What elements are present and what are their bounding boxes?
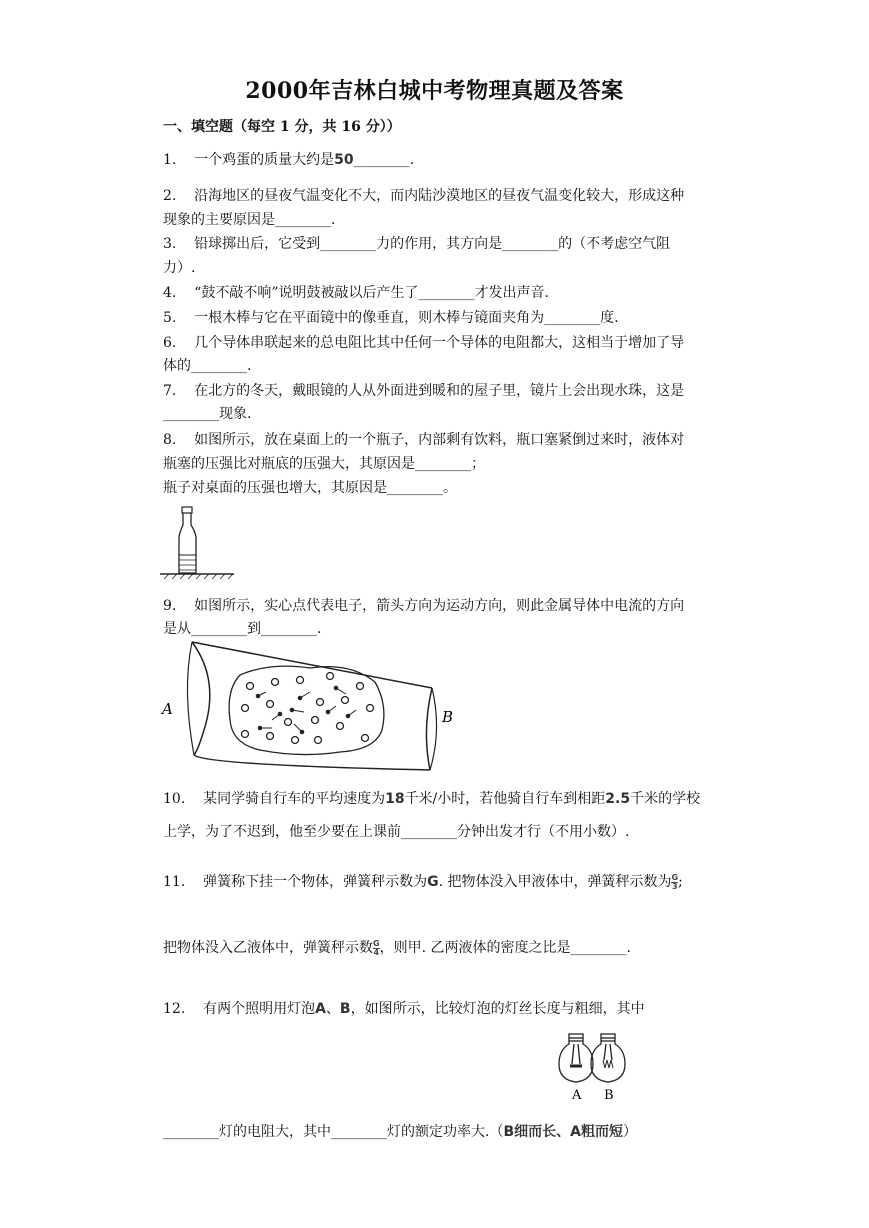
question-5: 5. 一根木棒与它在平面镜中的像垂直，则木棒与镜面夹角为________度. [163, 310, 619, 326]
bulbs-figure [555, 1030, 635, 1105]
question-2: 2. 沿海地区的昼夜气温变化不大，而内陆沙漠地区的昼夜气温变化较大，形成这种 [163, 188, 685, 204]
fraction-g-over-3: $\frac{G}{3}$ [671, 872, 679, 891]
question-8: 8. 如图所示，放在桌面上的一个瓶子，内部剩有饮料，瓶口塞紧倒过来时，液体对 [163, 432, 685, 448]
question-10: 10. 某同学骑自行车的平均速度为18千米/小时，若他骑自行车到相距2.5千米的学校 [163, 791, 701, 807]
bulb-label-b: B [604, 1088, 614, 1103]
bulb-label-a: A [572, 1088, 582, 1103]
section-heading: 一、填空题（每空 1 分，共 16 分）） [163, 119, 401, 135]
question-9: 9. 如图所示，实心点代表电子，箭头方向为运动方向，则此金属导体中电流的方向 [163, 598, 685, 614]
question-6-line-2: 体的________. [163, 358, 252, 374]
fraction-g-over-4: $\frac{G}{4}$ [373, 938, 380, 957]
question-3-line-2: 力）. [163, 260, 196, 276]
label-b: B [442, 708, 454, 726]
label-a: A [162, 700, 173, 718]
question-2-line-2: 现象的主要原因是________. [163, 212, 336, 228]
question-6: 6. 几个导体串联起来的总电阻比其中任何一个导体的电阻都大，这相当于增加了导 [163, 335, 685, 351]
question-10-line-2: 上学，为了不迟到，他至少要在上课前________分钟出发才行（不用小数）. [163, 824, 630, 840]
conductor-figure [160, 640, 460, 775]
question-7: 7. 在北方的冬天，戴眼镜的人从外面进到暖和的屋子里，镜片上会出现水珠，这是 [163, 383, 685, 399]
question-11-line-2: 把物体没入乙液体中，弹簧秤示数 $\frac{G}{4}$ ，则甲. 乙两液体的密度之比是________. [163, 938, 631, 957]
question-8-line-2: 瓶塞的压强比对瓶底的压强大，其原因是________； [163, 456, 485, 472]
question-12: 12. 有两个照明用灯泡A、B，如图所示，比较灯泡的灯丝长度与粗细，其中 [163, 1001, 645, 1017]
question-1: 1. 一个鸡蛋的质量大约是50________. [163, 152, 415, 168]
question-3: 3. 铅球掷出后，它受到________力的作用，其方向是________的（不考虑空气阻 [163, 236, 671, 252]
question-7-line-2: ________现象. [163, 406, 252, 422]
question-9-line-2: 是从________到________. [163, 621, 322, 637]
question-12-line-2: ________灯的电阻大，其中________灯的额定功率大.（B细而长、A粗而短） [163, 1124, 637, 1140]
question-8-line-3: 瓶子对桌面的压强也增大，其原因是________。 [163, 480, 457, 496]
question-4: 4. “鼓不敲不响”说明鼓被敲以后产生了________才发出声音. [163, 285, 549, 301]
page-title: 2000年吉林白城中考物理真题及答案 [245, 78, 624, 104]
question-11: 11. 弹簧称下挂一个物体，弹簧秤示数为G. 把物体没入甲液体中，弹簧秤示数为 $\frac{G}{3}$ ; [163, 872, 683, 891]
bottle-figure [160, 505, 236, 580]
